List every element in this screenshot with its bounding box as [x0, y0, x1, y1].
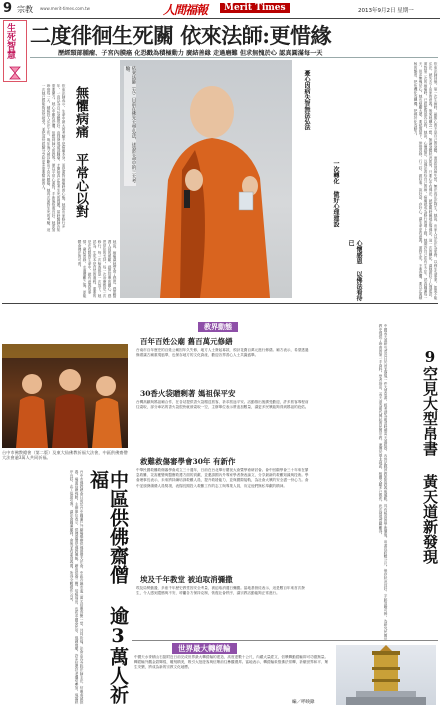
- events-box: [132, 322, 314, 636]
- bottom-box-byline: 編／呼映錄: [292, 700, 315, 705]
- prayer-wheel-photo: [336, 645, 436, 705]
- bottom-box-title: 世界最大轉經輪: [172, 643, 237, 654]
- masthead: [0, 0, 440, 19]
- side-head-3: 心懷感恩 以佛法看待已: [347, 240, 362, 301]
- events-item-3-body: 中華民國救難救傷審學會成立三十週年，日前在台北舉行慶祝大會暨學術研討會。會中回顧學會三十年來在緊急救難、災害應變與醫療救護方面的貢獻，並邀請國內外專家學者發表論文，分享最新的救難知識與技術。學會理事長表示，未來將持續培訓救難人員，提升救援能力，並與國際接軌，為社會大眾的安全盡一份心力。會中並頒發績優人員獎項，表揚長期投入救難工作的志工與專業人員，肯定他們無私奉獻的精神。: [136, 468, 309, 488]
- right-story-body-a: 中國黃天道研究者近日於河北發現一件大型帛書，經考證為明清時期黃天道經卷，內容記載該教派的教義與儀軌，具有極高的學術價值。帛書長約數公尺，保存狀況良好，字跡清晰可辨，為研究民間宗教史提供了珍貴的第一手資料。學者指出，黃天道為明代興起的民間宗教，流傳於華北地區，相關文獻多已散佚，此次發現實屬難得。: [379, 324, 388, 641]
- left-story-body: 台中市佛教總會日前於台中圓滿戶外劇場舉辦供佛齋僧大法會，中區各縣市逾三萬名信眾齊聚一堂，共同祈福。法會由各寺院法師主法，信眾虔誠供養，場面莊嚴殊勝。主辦單位表示，供佛齋僧是佛教傳統，藉由供養三寶，培植福田，也祈求國泰民安、風調雨順。許多信眾扶老攜幼參加，現場秩序良好，志工協助引導，讓法會圓滿順利。會後並有素食義賣，所得全數捐作公益。: [70, 470, 84, 704]
- side-head-4: 憂心因病失智無法弘法: [302, 70, 310, 160]
- column-badge: [3, 20, 27, 82]
- ceremony-photo-caption: 台中市佛教總會（第二版）及東大仙佛教祈福大法會，中區供佛齋僧大法會逾3萬人共同祈福。: [2, 450, 128, 461]
- bottom-box-body: 中國天水麥積山石窟附近日前完成世界最大轉經輪的建造，高度達數十公尺，內藏大量經文，信眾轉動經輪即可功德無量。轉經輪外觀金碧輝煌，雕刻精美，吸引大批遊客與信眾前往參觀禮拜。當地表示，轉經輪象徵佛法常轉，祈願世界和平、眾生安樂，將成為新的宗教文化地標。: [134, 655, 329, 670]
- events-item-4-body: 埃及局勢動盪，多座千年歷史教堂因安全考量，被迫取消週日彌撒。當地基督徒表示，這是數百年來首次發生，令人感到遺憾與不安，呼籲各方保持克制，恢復社會秩序，讓宗教活動能夠正常進行。: [136, 586, 305, 596]
- article-body-right: 依來法師回憶，第一次生病時，最擔心的不是自己的身體，而是怕因病失智，無法再弘法利生。她說，出家人以弘法為家務，以利生為事業，如果不能弘法，就失去了出家的意義。後來她轉念一想，無論身體狀況如何，只要心中有佛法，就能隨時隨地弘揚佛法。這一次的轉化，讓她做好了心理建設，面對第二次的病痛時，已經能夠從容以對。她說，心懷感恩，以佛法看待自己的病，病痛就成為修行的增上緣。她期許自己在有生之年，認真圓滿每一天，但求無愧於心。她也勉勵大眾，要把握當下，珍惜因緣，行三好，做好事、說好話、存好心，讓生命更有意義。面對生死，不要恐懼，要以正面積極的態度，把危機化為轉機，把挫折化為動力。: [414, 62, 438, 300]
- hourglass-icon: [8, 65, 22, 79]
- headline-divider: [30, 57, 438, 58]
- article-body-left: 依來法師表示，生命中最大的考驗不是病痛本身，而是面對病痛時的心態。她說出家修行多年，一直以為自己身體很好，直到發現頸部腫瘤，才開始真正思考生死的問題。當時醫師告知需要開刀，她心中雖有恐懼，但想到師父的教導，便以平常心面對。手術後恢復良好，她更加珍惜每一天，積極投入弘法工作。幾年後又被診斷出子宮內膜癌，她再次面對生死的考驗，這一次她已經能夠坦然接受，並把這份經驗分享給更多需要幫助的人。: [42, 84, 66, 232]
- events-title: 教界動態: [198, 322, 238, 332]
- article-body-left-2: 她說，病痛讓她學會了感恩，感恩醫護人員的照顧，感恩信眾的關心，感恩常住的支持。每一次治療都是一次修行，每一次檢查都是一次放下。她認為，生死本是自然的過程，重要的是在有限的生命中，做有意義的事情，廣結善緣，走過磨難之後，更能體會佛法的可貴。: [78, 240, 117, 298]
- left-story-headline: 中區供佛齋僧 逾3萬人祈福: [87, 470, 129, 704]
- section-divider: [2, 303, 438, 304]
- events-item-1-body: 台南市百年歷史的百姓公廟因年久失修，地方人士發起募款，預計花費百萬元進行修繕。廟方表示，希望透過修繕讓古廟重現風華，也保存地方的文化資產，歡迎各界善心人士共襄盛舉。: [136, 348, 309, 358]
- events-item-2-head: 30香火袋贈剩著 媽祖保平安: [140, 389, 236, 398]
- subheadline: 歷經頸部腫瘤、子宮內膜癌 化恐戳為積極動力 廣結善緣 走過磨難 但求無愧於心 認真圓滿每一天: [58, 50, 323, 57]
- logo-en: Merit Times: [220, 3, 290, 13]
- logo-text: 人間福報: [163, 3, 208, 17]
- site-url: www.merit-times.com.tw: [40, 6, 90, 11]
- events-item-4-head: 埃及千年教堂 被迫取消彌撒: [140, 575, 233, 584]
- events-item-1-head: 百年百姓公廟 舊百萬元修繕: [140, 337, 233, 346]
- photo-caption: 依來法師（左）目前在佛光大學弘法，述說生命中的三大考驗。: [124, 66, 136, 186]
- page-number: 9: [3, 1, 13, 16]
- headline: 二度徘徊生死關 依來法師:更惜緣: [30, 23, 332, 48]
- column-badge-text: 生死智慧: [5, 23, 15, 59]
- section-label: 宗教: [17, 5, 33, 14]
- issue-date: 2013年9月2日 星期一: [358, 8, 414, 14]
- monk-photo: [120, 60, 292, 298]
- side-head-2: 一次轉化 做好心理建設: [331, 160, 339, 240]
- events-item-3-head: 救難救傷審學會30年 有新作: [140, 457, 236, 466]
- bottom-box: [132, 640, 438, 708]
- right-story-headline: 9空見大型帛書 黃天道新發現: [421, 348, 439, 564]
- ceremony-photo: [2, 344, 128, 448]
- side-head-1: 無懼病痛 平常心以對: [73, 86, 88, 218]
- events-item-2-body: 台灣高鐵與媽祖廟合作，在各站提供香火袋贈送旅客，祈求旅途平安。活動推出後廣受歡迎，許多旅客專程前往索取，部分車站的香火袋很快就被索取一空，主辦單位表示將追加數量，讓更多民眾能夠得到媽祖的庇佑。: [136, 400, 309, 410]
